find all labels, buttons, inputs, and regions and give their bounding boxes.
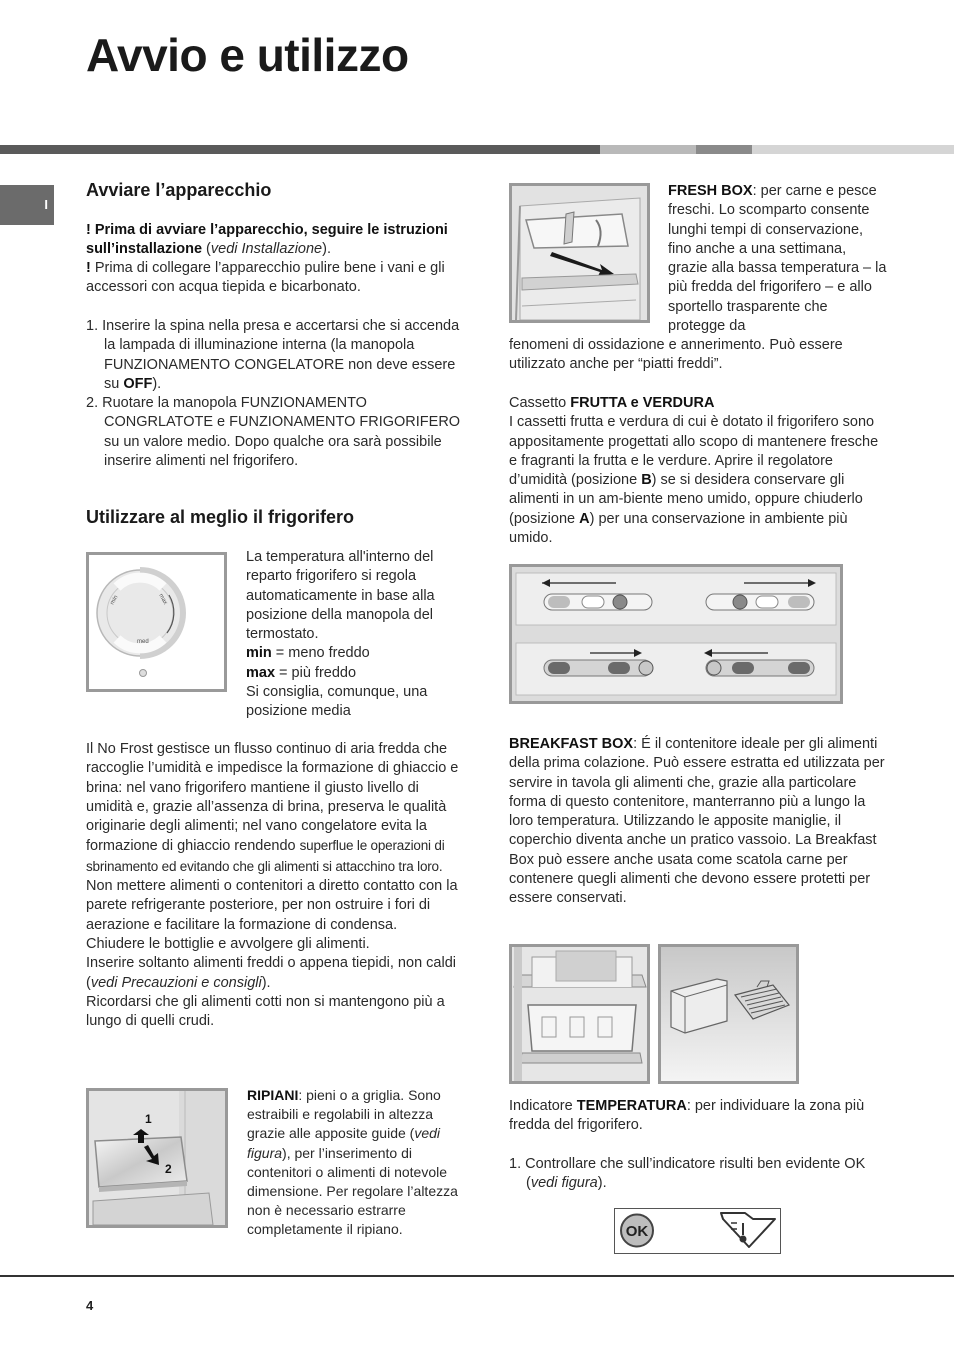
header-bar-light [600, 145, 696, 154]
ref-figura-shelves[interactable]: vedi figura [247, 1125, 441, 1161]
freshbox-figure [509, 183, 650, 323]
breakfast-box-fridge-icon [512, 947, 647, 1081]
thermostat-figure [86, 552, 227, 692]
page-title: Avvio e utilizzo [86, 29, 409, 81]
svg-text:2: 2 [165, 1162, 172, 1176]
breakfast-box-figure-tray [658, 944, 799, 1084]
cassetto-paragraph: Cassetto FRUTTA e VERDURA I cassetti frutta e verdura di cui è dotato il frigorifero sono appositamente progettati allo scopo di mantenere fresche e fragranti la frutta e le verdure. Aprire il regolatore d’umidità (posizione B) se si desidera conservare gli alimenti in un am-biente meno umido, oppure chiuderlo (posizione A) per una conservazione in ambiente più umido. [509, 395, 879, 547]
indicatore-step: 1. Controllare che sull’indicatore risulti ben evidente OK (vedi figura). [509, 1156, 866, 1192]
breakfast-box-figure-fridge [509, 944, 650, 1084]
section-heading-use: Utilizzare al meglio il frigorifero [86, 507, 355, 527]
svg-text:1: 1 [145, 1112, 152, 1126]
ok-indicator-icon [615, 1209, 779, 1252]
freshbox-text-top: FRESH BOX: per carne e pesce freschi. Lo scomparto consente lunghi tempi di conservazione, fino anche a una settimana, grazie alla bassa temperatura – la più fredda del frigorifero – e allo sportello trasparente che protegge da [668, 183, 887, 335]
cassetto-label: FRUTTA e VERDURA [570, 395, 715, 411]
shelf-illustration-icon [89, 1091, 225, 1225]
footer-line [0, 1275, 954, 1277]
shelves-figure [86, 1088, 228, 1228]
header-bar-mid [696, 145, 752, 154]
page-number: 4 [86, 1298, 94, 1313]
nofrost-paragraph: Il No Frost gestisce un flusso continuo di aria fredda che raccoglie l’umidità e impedisce la formazione di ghiaccio e brina: nel vano frigorifero mantiene il giusto livello di umidità e, grazie all’assenza di brina, preserva le qualità originarie degli alimenti; nel vano congelatore evita la formazione di ghiaccio rendendo superflue le operazioni di sbrinamento ed evitando che gli alimenti si attacchino tra loro. Non mettere alimenti o contenitori a diretto contatto con la parete refrigerante posteriore, per non ostruire i fori di aerazione e facilitare la formazione di condensa. Chiudere le bottiglie e avvolgere gli alimenti. Inserire soltanto alimenti freddi o appena tiepidi, non caldi (vedi Precauzioni e consigli). Ricordarsi che gli alimenti cotti non si mantengono più a lungo di quelli crudi. [86, 741, 459, 1030]
breakfast-box-paragraph: BREAKFAST BOX: É il contenitore ideale per gli alimenti della prima colazione. Può essere estratta ed utilizzata per servire in tavola gli alimenti che, grazie alla particolare forma di questo contenitore, manterranno più a lungo la loro temperatura. Utilizzando le apposite maniglie, il coperchio diventa anche un pratico vassoio. La Breakfast Box può essere anche usata come scatola carne per contenere quegli alimenti che devono essere protetti per essere conservati. [509, 736, 885, 907]
header-bar-dark [0, 145, 600, 154]
warning-install-bold: ! Prima di avviare l’apparecchio, seguire le istruzioni sull’installazione [86, 222, 448, 258]
humidity-slider-icon [512, 567, 840, 701]
svg-text:OK: OK [625, 1223, 649, 1240]
shelves-description: RIPIANI: pieni o a griglia. Sono estraibili e regolabili in altezza grazie alle apposite guide (vedi figura), per l’inserimento di contenitori o alimenti di notevole dimensione. Per regolare l’altezza non è necessario estrarre completamente il ripiano. [247, 1087, 458, 1238]
freshbox-label: FRESH BOX [668, 183, 753, 199]
temperature-indicator-figure [614, 1208, 781, 1254]
indicatore-paragraph: Indicatore TEMPERATURA: per individuare la zona più fredda del frigorifero. [509, 1098, 865, 1134]
svg-text:med: med [137, 639, 149, 645]
ref-installazione[interactable]: vedi Installazione [210, 241, 323, 258]
breakfast-box-label: BREAKFAST BOX [509, 736, 634, 752]
header-bar-lighter [752, 145, 954, 154]
shelves-label: RIPIANI [247, 1087, 299, 1103]
language-tab: I [0, 185, 54, 225]
ref-precauzioni[interactable]: vedi Precauzioni e consigli [90, 974, 262, 991]
freshbox-text-bottom: fenomeni di ossidazione e annerimento. Può essere utilizzato anche per “piatti freddi”. [509, 337, 843, 373]
svg-text:min: min [109, 594, 120, 606]
warning-install: ! Prima di avviare l’apparecchio, seguire le istruzioni sull’installazione (vedi Installazione). [86, 222, 448, 258]
warning-clean: ! Prima di collegare l’apparecchio pulire bene i vani e gli accessori con acqua tiepida e bicarbonato. [86, 260, 445, 296]
start-step-1: 1. Inserire la spina nella presa e accertarsi che si accenda la lampada di illuminazione interna (la manopola FUNZIONAMENTO CONGELATORE non deve essere su OFF). [86, 318, 460, 392]
start-step-2: 2. Ruotare la manopola FUNZIONAMENTO CONGRLATOTE e FUNZIONAMENTO FRIGORIFERO su un valore medio. Dopo qualche ora sarà possibile inserire alimenti nel frigorifero. [86, 395, 461, 470]
thermostat-dial-icon [89, 555, 224, 689]
freshbox-illustration-icon [512, 186, 647, 320]
humidity-regulator-figure [509, 564, 843, 704]
indicatore-label: TEMPERATURA [576, 1098, 687, 1114]
ref-figura-indicator[interactable]: vedi figura [530, 1175, 598, 1192]
svg-text:max: max [157, 593, 169, 606]
section-heading-start: Avviare l’apparecchio [86, 180, 272, 200]
thermostat-description: La temperatura all'interno del reparto frigorifero si regola automaticamente in base alla posizione della manopola del termostato. min = meno freddo max = più freddo Si consiglia, comunque, una posizione media [246, 549, 435, 720]
start-steps [86, 317, 464, 471]
breakfast-box-tray-icon [661, 947, 796, 1081]
